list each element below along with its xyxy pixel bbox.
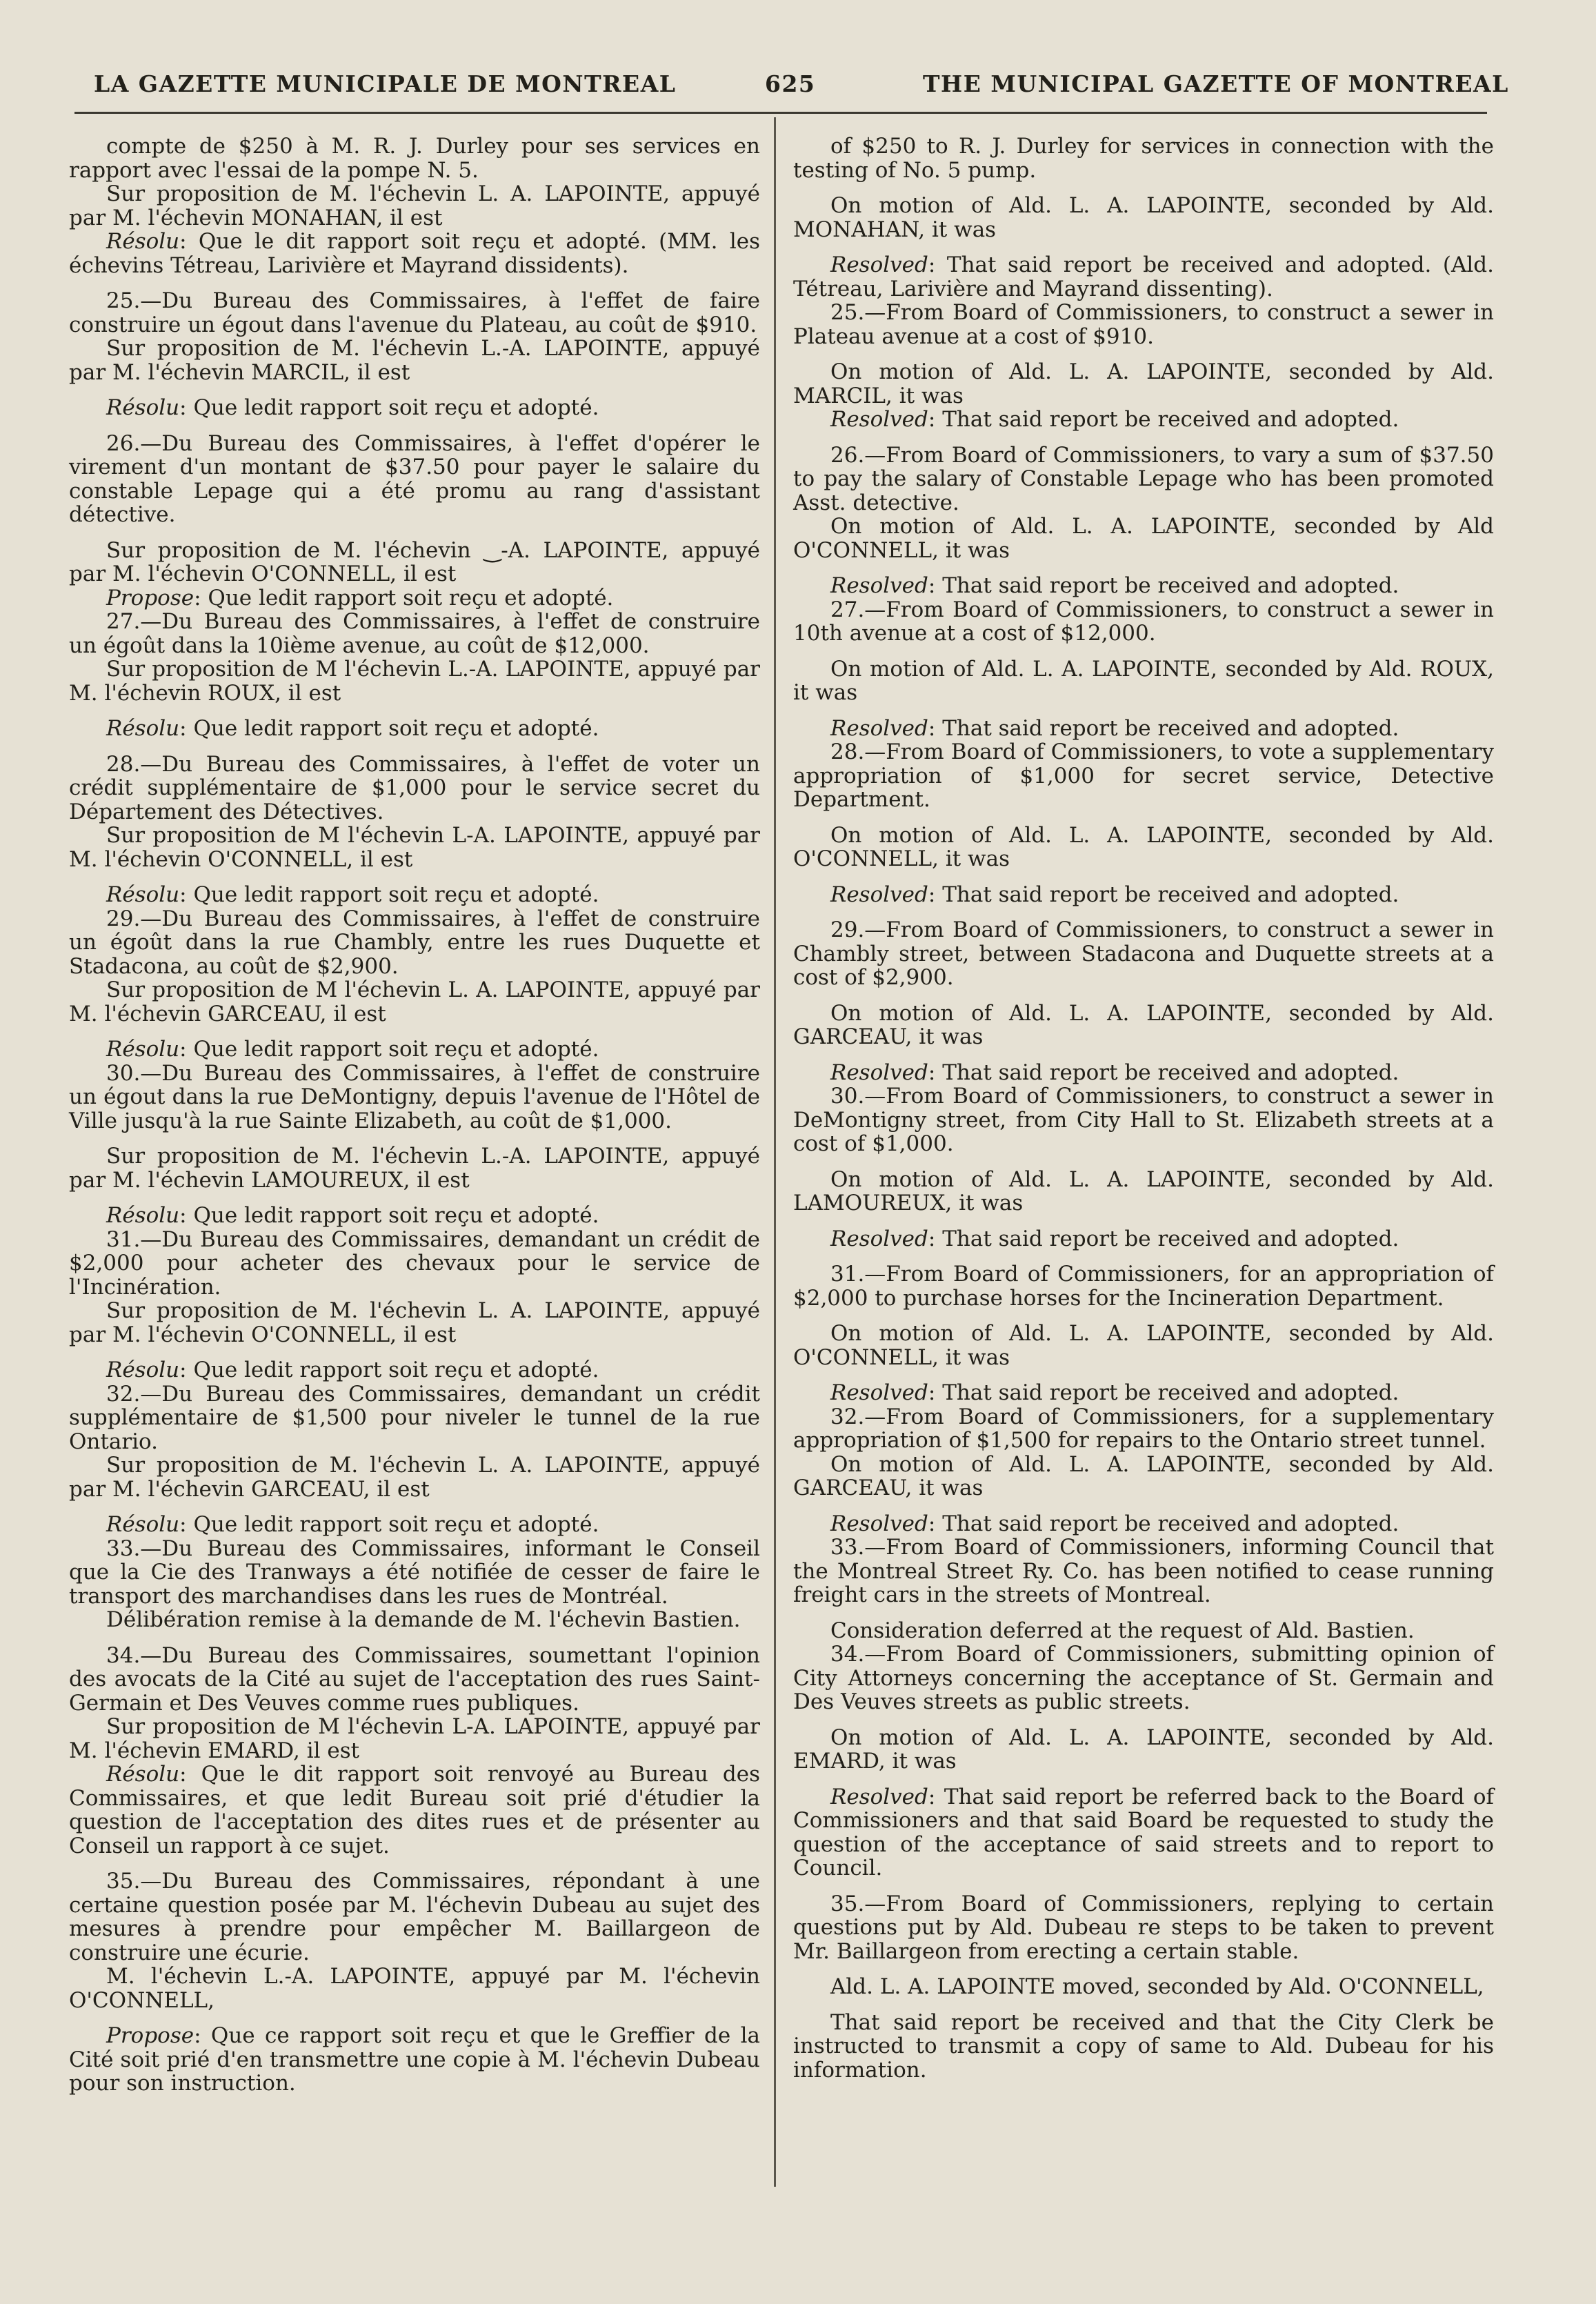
paragraph [69,230,760,277]
english-column [793,135,1494,2082]
french-column [69,135,760,2096]
paragraph-text: 31.—Du Bureau des Commissaires, demandant un crédit de $2,000 pour acheter des chevaux pour le service de l'Incinération. [69,1227,760,1300]
paragraph [793,1642,1494,1714]
resolution-lead: Résolu [106,229,180,254]
resolution-lead: Résolu [106,1512,180,1537]
paragraph-text: On motion of Ald. L. A. LAPOINTE, seconded by Ald. GARCEAU, it was [793,1000,1494,1049]
paragraph-text: : Que ledit rapport soit reçu et adopté. [179,395,599,420]
paragraph [69,610,760,657]
paragraph-text: Sur proposition de M. l'échevin L. A. LAPOINTE, appuyé par M. l'échevin O'CONNELL, il est [69,1298,760,1347]
paragraph [793,918,1494,990]
paragraph [793,194,1494,241]
paragraph-text: On motion of Ald. L. A. LAPOINTE, seconded by Ald. MARCIL, it was [793,359,1494,408]
paragraph-text: : Que ledit rapport soit reçu et adopté. [179,1203,599,1228]
paragraph-text: Sur proposition de M l'échevin L-A. LAPOINTE, appuyé par M. l'échevin EMARD, il est [69,1714,760,1763]
header-french-title: LA GAZETTE MUNICIPALE DE MONTREAL [94,70,677,97]
paragraph-text: : That said report be received and adopted. [928,882,1399,907]
paragraph-text: 28.—Du Bureau des Commissaires, à l'effet de voter un crédit supplémentaire de $1,000 pour le service secret du Département des Détectives. [69,751,760,824]
paragraph-text: 31.—From Board of Commissioners, for an appropriation of $2,000 to purchase horses for the Incineration Department. [793,1262,1494,1311]
paragraph-text: : That said report be referred back to the Board of Commissioners and that said Board be requested to study the question of the acceptance of said streets and to report to Council. [793,1784,1494,1880]
paragraph [793,657,1494,705]
paragraph [69,2024,760,2096]
resolution-lead: Resolved [830,715,928,741]
resolution-lead: Résolu [106,716,180,741]
paragraph [69,1608,760,1632]
paragraph-text: : That said report be received and adopted. [928,715,1399,741]
paragraph-text: 25.—From Board of Commissioners, to construct a sewer in Plateau avenue at a cost of $910. [793,300,1494,349]
paragraph [69,1299,760,1347]
paragraph [69,289,760,337]
resolution-lead: Resolved [830,252,928,277]
paragraph-text: : Que ledit rapport soit reçu et adopté. [179,882,599,907]
paragraph-text: : That said report be received and adopted. [928,1060,1399,1085]
paragraph [793,135,1494,182]
paragraph-text: Sur proposition de M. l'échevin L.-A. LAPOINTE, appuyé par M. l'échevin LAMOUREUX, il est [69,1144,760,1193]
paragraph [69,1062,760,1133]
paragraph [793,717,1494,741]
paragraph-text: 35.—Du Bureau des Commissaires, répondant à une certaine question posée par M. l'échevin Dubeau au sujet des mesures à prendre pour empêcher M. Baillargeon de construire une écurie. [69,1869,760,1965]
paragraph-text: : Que ce rapport soit reçu et que le Greffier de la Cité soit prié d'en transmettre une copie à M. l'échevin Dubeau pour son instruction. [69,2023,760,2096]
paragraph-text: On motion of Ald. L. A. LAPOINTE, seconded by Ald. O'CONNELL, it was [793,1321,1494,1370]
paragraph-text: That said report be received and that the City Clerk be instructed to transmit a copy of same to Ald. Dubeau for his information. [793,2009,1494,2083]
paragraph [69,753,760,824]
paragraph-text: M. l'échevin L.-A. LAPOINTE, appuyé par M. l'échevin O'CONNELL, [69,1964,760,2013]
paragraph [793,1453,1494,1500]
paragraph [69,1358,760,1382]
paragraph-text: On motion of Ald. L. A. LAPOINTE, seconded by Ald. ROUX, it was [793,656,1494,705]
paragraph [69,1144,760,1192]
paragraph [793,1262,1494,1310]
paragraph [69,657,760,705]
paragraph [793,1322,1494,1369]
paragraph-text: 25.—Du Bureau des Commissaires, à l'effet de faire construire un égout dans l'avenue du Plateau, au coût de $910. [69,288,760,337]
resolution-lead: Resolved [830,1060,928,1085]
paragraph-text: 26.—From Board of Commissioners, to vary a sum of $37.50 to pay the salary of Constable Lepage who has been promoted Asst. detective. [793,442,1494,515]
paragraph [69,1644,760,1716]
paragraph-text: : Que ledit rapport soit reçu et adopté. [179,716,599,741]
paragraph [793,515,1494,562]
paragraph-text: Sur proposition de M. l'échevin L. A. LAPOINTE, appuyé par M. l'échevin GARCEAU, il est [69,1453,760,1502]
paragraph-text: On motion of Ald. L. A. LAPOINTE, seconded by Ald. MONAHAN, it was [793,193,1494,242]
paragraph [69,539,760,586]
paragraph-text: 27.—From Board of Commissioners, to construct a sewer in 10th avenue at a cost of $12,000. [793,597,1494,646]
paragraph [69,135,760,182]
paragraph [69,1715,760,1762]
paragraph [69,432,760,527]
paragraph-text: : That said report be received and adopted. [928,1226,1399,1251]
paragraph-text: Délibération remise à la demande de M. l'échevin Bastien. [106,1607,741,1632]
resolution-lead: Resolved [830,1784,928,1809]
resolution-lead: Resolved [830,573,928,598]
paragraph-text: 29.—From Board of Commissioners, to construct a sewer in Chambly street, between Stadacona and Duquette streets at a cost of $2,900. [793,917,1494,990]
paragraph-text: : Que le dit rapport soit reçu et adopté. (MM. les échevins Tétreau, Larivière et Mayrand dissidents). [69,229,760,278]
paragraph-text: 27.—Du Bureau des Commissaires, à l'effet de construire un égoût dans la 10ième avenue, au coût de $12,000. [69,609,760,658]
resolution-lead: Propose [106,585,194,610]
paragraph-text: : That said report be received and adopted. [928,573,1399,598]
paragraph-text: Ald. L. A. LAPOINTE moved, seconded by Ald. O'CONNELL, [830,1974,1484,1999]
paragraph-text: compte de $250 à M. R. J. Durley pour ses services en rapport avec l'essai de la pompe N. 5. [69,134,760,183]
paragraph-text: 33.—From Board of Commissioners, informing Council that the Montreal Street Ry. Co. has been notified to cease running freight cars in the streets of Montreal. [793,1535,1494,1607]
paragraph [793,1785,1494,1880]
paragraph [793,1405,1494,1453]
paragraph [69,1513,760,1537]
paragraph [69,1228,760,1300]
paragraph [793,408,1494,432]
paragraph [793,1726,1494,1774]
paragraph [69,824,760,871]
paragraph [69,978,760,1026]
paragraph [793,574,1494,598]
paragraph [69,717,760,741]
paragraph [793,2011,1494,2083]
paragraph-text: : Que le dit rapport soit renvoyé au Bureau des Commissaires, et que ledit Bureau soit prié d'étudier la question de l'acceptation des dites rues et de présenter au Conseil un rapport à ce sujet. [69,1762,760,1858]
header-rule [74,112,1487,114]
paragraph [69,1453,760,1501]
paragraph [69,1869,760,1965]
resolution-lead: Résolu [106,882,180,907]
paragraph-text: Sur proposition de M. l'échevin ‿-A. LAPOINTE, appuyé par M. l'échevin O'CONNELL, il est [69,537,760,586]
paragraph-text: 34.—From Board of Commissioners, submitting opinion of City Attorneys concerning the acceptance of St. Germain and Des Veuves streets as public streets. [793,1642,1494,1714]
resolution-lead: Resolved [830,407,928,432]
paragraph [69,182,760,230]
paragraph [69,907,760,979]
resolution-lead: Résolu [106,1762,180,1787]
paragraph-text: 30.—From Board of Commissioners, to construct a sewer in DeMontigny street, from City Hall to St. Elizabeth streets at a cost of $1,000. [793,1084,1494,1156]
paragraph-text: On motion of Ald. L. A. LAPOINTE, seconded by Ald. EMARD, it was [793,1725,1494,1774]
paragraph-text: 29.—Du Bureau des Commissaires, à l'effet de construire un égoût dans la rue Chambly, entre les rues Duquette et Stadacona, au coût de $2,900. [69,906,760,979]
header-english-title: THE MUNICIPAL GAZETTE OF MONTREAL [923,70,1509,97]
paragraph [69,396,760,420]
paragraph-text: : Que ledit rapport soit reçu et adopté. [179,1358,599,1382]
paragraph [69,1204,760,1228]
resolution-lead: Résolu [106,1037,180,1062]
paragraph [69,1762,760,1858]
paragraph-text: 32.—Du Bureau des Commissaires, demandant un crédit supplémentaire de $1,500 pour niveler le tunnel de la rue Ontario. [69,1381,760,1454]
resolution-lead: Résolu [106,1358,180,1382]
paragraph [793,1512,1494,1536]
paragraph-text: 28.—From Board of Commissioners, to vote a supplementary appropriation of $1,000 for secret service, Detective Department. [793,739,1494,812]
paragraph-text: Sur proposition de M l'échevin L.-A. LAPOINTE, appuyé par M. l'échevin ROUX, il est [69,657,760,706]
paragraph-text: : That said report be received and adopted. [928,407,1399,432]
paragraph-text: Sur proposition de M. l'échevin L.-A. LAPOINTE, appuyé par M. l'échevin MARCIL, il est [69,336,760,385]
paragraph-text: On motion of Ald. L. A. LAPOINTE, seconded by Ald. O'CONNELL, it was [793,822,1494,871]
paragraph [69,1382,760,1454]
paragraph [793,1892,1494,1964]
paragraph [69,1537,760,1609]
paragraph-text: Consideration deferred at the request of Ald. Bastien. [830,1618,1415,1643]
resolution-lead: Resolved [830,882,928,907]
paragraph-text: 32.—From Board of Commissioners, for a supplementary appropriation of $1,500 for repairs to the Ontario street tunnel. [793,1404,1494,1453]
paragraph [793,1381,1494,1405]
paragraph [793,1227,1494,1251]
paragraph [793,360,1494,408]
resolution-lead: Resolved [830,1511,928,1536]
paragraph [793,824,1494,871]
column-divider [774,117,776,2187]
paragraph [793,444,1494,515]
paragraph [793,253,1494,301]
paragraph [793,740,1494,812]
paragraph-text: 34.—Du Bureau des Commissaires, soumettant l'opinion des avocats de la Cité au sujet de l'acceptation des rues Saint-Germain et Des Veuves comme rues publiques. [69,1642,760,1716]
paragraph-text: : That said report be received and adopted. [928,1380,1399,1405]
paragraph [69,586,760,610]
paragraph-text: On motion of Ald. L. A. LAPOINTE, seconded by Ald O'CONNELL, it was [793,514,1494,563]
paragraph [793,1002,1494,1049]
page-number: 625 [765,70,816,97]
paragraph [793,1084,1494,1156]
paragraph-text: Sur proposition de M l'échevin L-A. LAPOINTE, appuyé par M. l'échevin O'CONNELL, il est [69,823,760,872]
paragraph-text: : That said report be received and adopted. [928,1511,1399,1536]
paragraph [793,883,1494,907]
paragraph [69,1965,760,2012]
paragraph [793,1975,1494,1999]
paragraph [793,1619,1494,1643]
paragraph-text: 26.—Du Bureau des Commissaires, à l'effet d'opérer le virement d'un montant de $37.50 pour payer le salaire du constable Lepage qui a été promu au rang d'assistant détective. [69,430,760,527]
paragraph [69,883,760,907]
paragraph-text: 30.—Du Bureau des Commissaires, à l'effet de construire un égout dans la rue DeMontigny, depuis l'avenue de l'Hôtel de Ville jusqu'à la rue Sainte Elizabeth, au coût de $1,000. [69,1060,760,1133]
paragraph [69,337,760,384]
paragraph [793,598,1494,646]
paragraph-text: 33.—Du Bureau des Commissaires, informant le Conseil que la Cie des Tranways a été notifiée de cesser de faire le transport des marchandises dans les rues de Montréal. [69,1536,760,1609]
paragraph-text: Sur proposition de M. l'échevin L. A. LAPOINTE, appuyé par M. l'échevin MONAHAN, il est [69,181,760,230]
paragraph-text: of $250 to R. J. Durley for services in connection with the testing of No. 5 pump. [793,134,1494,183]
paragraph [69,1037,760,1062]
paragraph [793,1061,1494,1085]
paragraph-text: On motion of Ald. L. A. LAPOINTE, seconded by Ald. GARCEAU, it was [793,1451,1494,1500]
paragraph-text: 35.—From Board of Commissioners, replying to certain questions put by Ald. Dubeau re steps to be taken to prevent Mr. Baillargeon from erecting a certain stable. [793,1891,1494,1964]
resolution-lead: Résolu [106,1203,180,1228]
resolution-lead: Resolved [830,1226,928,1251]
resolution-lead: Résolu [106,395,180,420]
resolution-lead: Propose [106,2023,194,2048]
paragraph-text: : Que ledit rapport soit reçu et adopté. [179,1512,599,1537]
paragraph [793,301,1494,348]
paragraph-text: : Que ledit rapport soit reçu et adopté. [179,1037,599,1062]
paragraph-text: Sur proposition de M l'échevin L. A. LAPOINTE, appuyé par M. l'échevin GARCEAU, il est [69,977,760,1026]
paragraph-text: On motion of Ald. L. A. LAPOINTE, seconded by Ald. LAMOUREUX, it was [793,1166,1494,1215]
resolution-lead: Resolved [830,1380,928,1405]
paragraph [793,1168,1494,1215]
paragraph-text: : Que ledit rapport soit reçu et adopté. [194,585,614,610]
paragraph-text: : That said report be received and adopted. (Ald. Tétreau, Larivière and Mayrand dissenting). [793,252,1494,301]
paragraph [793,1536,1494,1607]
